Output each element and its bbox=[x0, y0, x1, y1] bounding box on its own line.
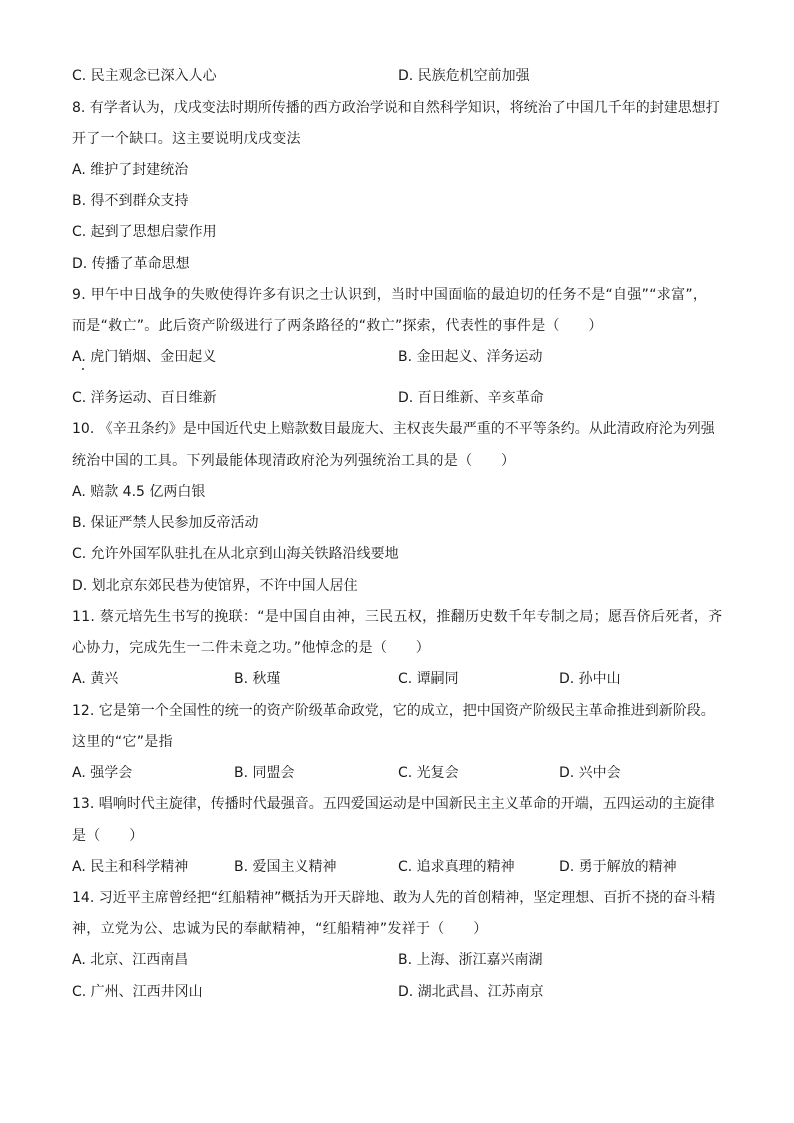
q11-option-b: B. 秋瑾 bbox=[234, 671, 281, 687]
q8-stem-line-1: 8. 有学者认为，戊戌变法时期所传播的西方政治学说和自然科学知识，将统治了中国几千年的封建思想打 bbox=[72, 100, 720, 116]
q9-option-a: A. 虎门销烟、金田起义 bbox=[72, 349, 217, 365]
q12-option-a: A. 强学会 bbox=[72, 765, 133, 781]
q13-option-b: B. 爱国主义精神 bbox=[234, 859, 337, 875]
q8-option-d: D. 传播了革命思想 bbox=[72, 256, 190, 272]
q8-option-b: B. 得不到群众支持 bbox=[72, 193, 189, 209]
q8-stem-line-2: 开了一个缺口。这主要说明戊戌变法 bbox=[72, 131, 301, 147]
q14-option-d: D. 湖北武昌、江苏南京 bbox=[398, 984, 544, 1000]
q12-option-d: D. 兴中会 bbox=[559, 765, 621, 781]
q8-option-c: C. 起到了思想启蒙作用 bbox=[72, 224, 217, 240]
q9-option-b: B. 金田起义、洋务运动 bbox=[398, 349, 543, 365]
q9-stem-line-1: 9. 甲午中日战争的失败使得许多有识之士认识到，当时中国面临的最迫切的任务不是“自强”“求富”， bbox=[72, 287, 708, 303]
q9-option-d: D. 百日维新、辛亥革命 bbox=[398, 390, 544, 406]
q11-stem-line-2: 心协力，完成先生一二件未竟之功。”他悼念的是（ ） bbox=[72, 640, 431, 656]
q13-option-d: D. 勇于解放的精神 bbox=[559, 859, 677, 875]
q14-option-c: C. 广州、江西井冈山 bbox=[72, 984, 203, 1000]
q10-option-b: B. 保证严禁人民参加反帝活动 bbox=[72, 515, 259, 531]
q13-stem-line-2: 是（ ） bbox=[72, 828, 144, 844]
q13-option-a: A. 民主和科学精神 bbox=[72, 859, 189, 875]
q12-option-c: C. 光复会 bbox=[398, 765, 459, 781]
q14-option-a: A. 北京、江西南昌 bbox=[72, 952, 189, 968]
q11-option-c: C. 谭嗣同 bbox=[398, 671, 459, 687]
q13-stem-line-1: 13. 唱响时代主旋律，传播时代最强音。五四爱国运动是中国新民主主义革命的开端，五四运动的主旋律 bbox=[72, 796, 715, 812]
q7-option-d: D. 民族危机空前加强 bbox=[398, 68, 530, 84]
q7-option-c: C. 民主观念已深入人心 bbox=[72, 68, 217, 84]
stray-dot-mark bbox=[82, 368, 84, 370]
q14-stem-line-1: 14. 习近平主席曾经把“红船精神”概括为开天辟地、敢为人先的首创精神，坚定理想、百折不挠的奋斗精 bbox=[72, 890, 716, 906]
q14-option-b: B. 上海、浙江嘉兴南湖 bbox=[398, 952, 543, 968]
q11-option-d: D. 孙中山 bbox=[559, 671, 621, 687]
q9-option-c: C. 洋务运动、百日维新 bbox=[72, 390, 217, 406]
q13-option-c: C. 追求真理的精神 bbox=[398, 859, 515, 875]
q12-stem-line-2: 这里的“它”是指 bbox=[72, 734, 173, 750]
q12-option-b: B. 同盟会 bbox=[234, 765, 295, 781]
q10-stem-line-1: 10. 《辛丑条约》是中国近代史上赔款数目最庞大、主权丧失最严重的不平等条约。从此清政府沦为列强 bbox=[72, 421, 715, 437]
q11-option-a: A. 黄兴 bbox=[72, 671, 119, 687]
q10-option-d: D. 划北京东郊民巷为使馆界，不许中国人居住 bbox=[72, 578, 358, 594]
q9-stem-line-2: 而是“救亡”。此后资产阶级进行了两条路径的“救亡”探索，代表性的事件是（ ） bbox=[72, 318, 603, 334]
q8-option-a: A. 维护了封建统治 bbox=[72, 162, 189, 178]
q11-stem-line-1: 11. 蔡元培先生书写的挽联：“是中国自由神，三民五权，推翻历史数千年专制之局；愿吾侪后死者，齐 bbox=[72, 609, 723, 625]
q14-stem-line-2: 神，立党为公、忠诚为民的奉献精神，“红船精神”发祥于（ ） bbox=[72, 921, 488, 937]
q10-option-a: A. 赔款 4.5 亿两白银 bbox=[72, 484, 206, 500]
q10-stem-line-2: 统治中国的工具。下列最能体现清政府沦为列强统治工具的是（ ） bbox=[72, 453, 516, 469]
q10-option-c: C. 允许外国军队驻扎在从北京到山海关铁路沿线要地 bbox=[72, 546, 399, 562]
q12-stem-line-1: 12. 它是第一个全国性的统一的资产阶级革命政党，它的成立，把中国资产阶级民主革命推进到新阶段。 bbox=[72, 703, 715, 719]
